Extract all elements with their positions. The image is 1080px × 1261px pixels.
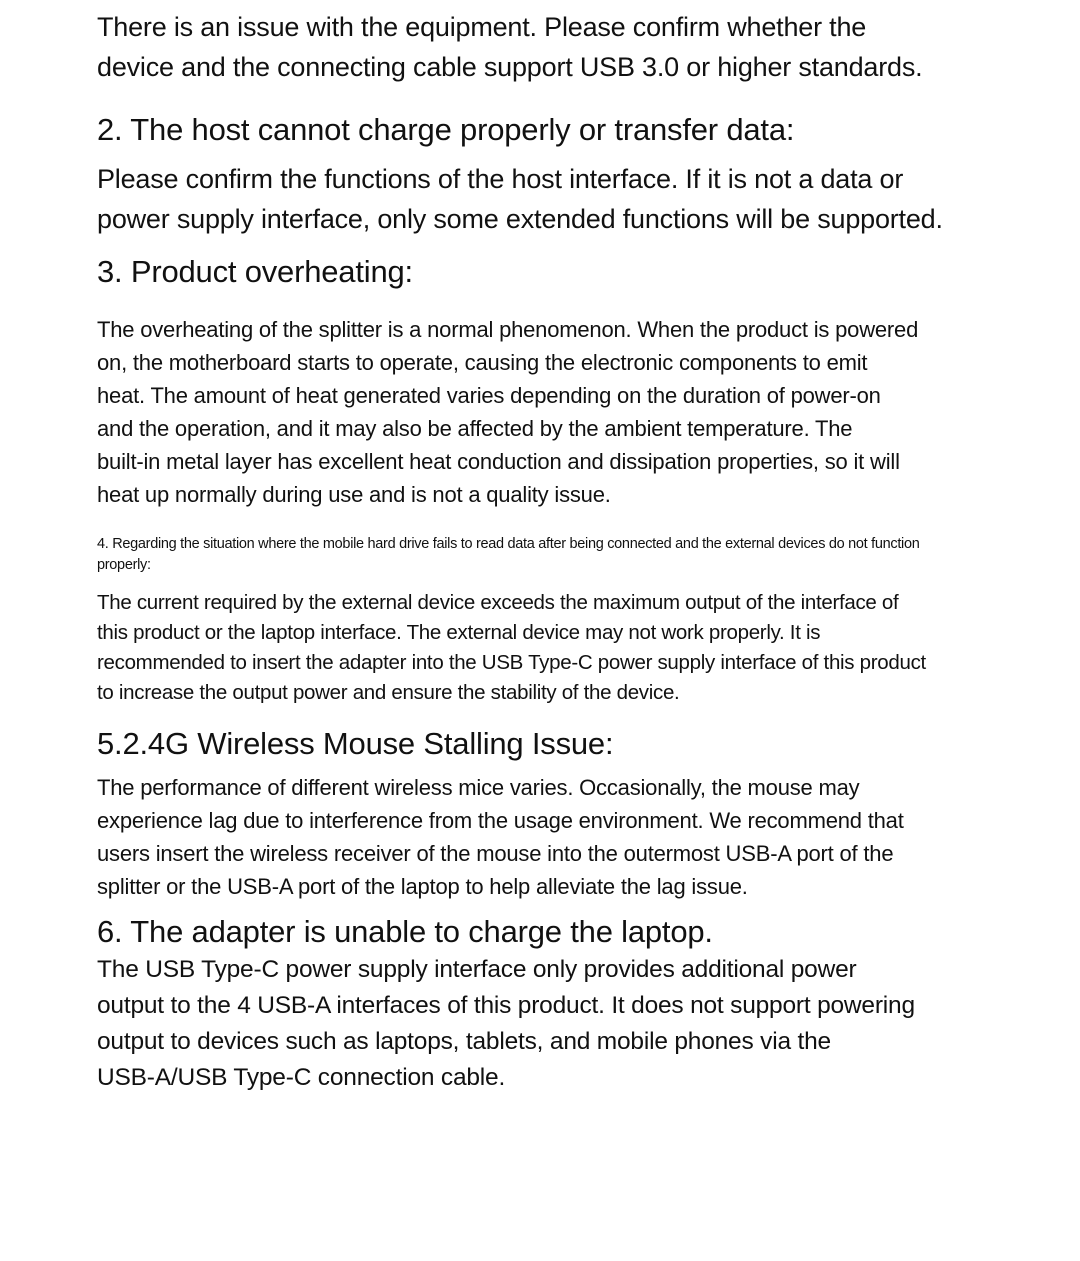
section-6-body: The USB Type-C power supply interface only provides additional power output to the 4 USB-A interfaces of this product. It does not support powering output to devices such as laptops, tablets, and mobile phones via the USB-A/USB Type-C connection cable. (97, 956, 915, 1091)
section-4-heading: 4. Regarding the situation where the mobile hard drive fails to read data after being connected and the external devices do not function properly: (97, 536, 920, 573)
section-2-body: Please confirm the functions of the host interface. If it is not a data or power supply interface, only some extended functions will be supported. (97, 164, 943, 234)
section-3-heading: 3. Product overheating: (97, 254, 413, 289)
section-3-body: The overheating of the splitter is a normal phenomenon. When the product is powered on, the motherboard starts to operate, causing the electronic components to emit heat. The amount of heat generated varies depending on the duration of power-on and the operation, and it may also be affected by the ambient temperature. The built-in metal layer has excellent heat conduction and dissipation properties, so it will heat up normally during use and is not a quality issue. (97, 317, 919, 507)
intro-paragraph: There is an issue with the equipment. Please confirm whether the device and the connecting cable support USB 3.0 or higher standards. (97, 12, 923, 82)
section-2-heading: 2. The host cannot charge properly or transfer data: (97, 112, 795, 147)
section-4-body: The current required by the external device exceeds the maximum output of the interface of this product or the laptop interface. The external device may not work properly. It is recommended to insert the adapter into the USB Type-C power supply interface of this product to increase the output power and ensure the stability of the device. (97, 591, 926, 704)
section-5-heading: 5.2.4G Wireless Mouse Stalling Issue: (97, 726, 614, 761)
section-5-body: The performance of different wireless mice varies. Occasionally, the mouse may experience lag due to interference from the usage environment. We recommend that users insert the wireless receiver of the mouse into the outermost USB-A port of the splitter or the USB-A port of the laptop to help alleviate the lag issue. (97, 775, 904, 899)
section-6-heading: 6. The adapter is unable to charge the laptop. (97, 914, 713, 949)
